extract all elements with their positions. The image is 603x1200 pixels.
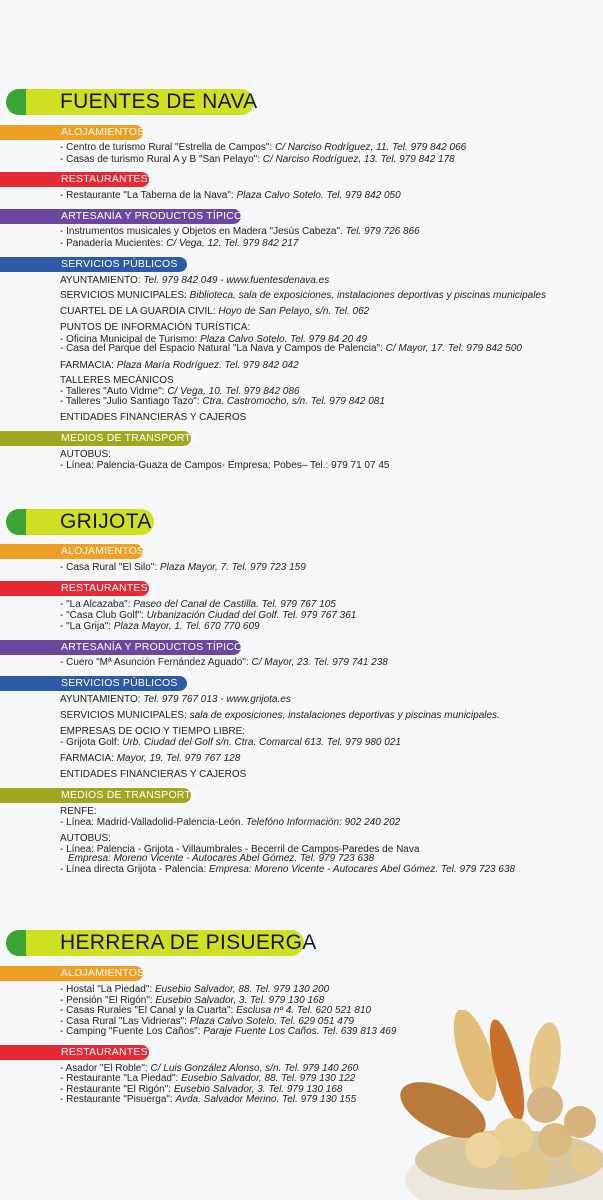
list-item: - "Casa Club Golf": Urbanización Ciudad del Golf. Tel. 979 767 361 — [60, 610, 357, 621]
list-item: - Restaurante "Pisuerga": Avda. Salvador Merino. Tel. 979 130 155 — [60, 1094, 357, 1105]
category-transporte: MEDIOS DE TRANSPORTE — [57, 431, 191, 446]
list-item: - Línea: Palencia - Grijota - Villaumbrales - Becerril de Campos-Paredes de Nava — [60, 844, 420, 855]
town-header-herrera — [6, 930, 317, 956]
list-item: - Oficina Municipal de Turismo: Plaza Calvo Sotelo. Tel. 979 84 20 49 — [60, 334, 368, 345]
category-alojamientos: ALOJAMIENTOS — [57, 544, 143, 559]
list-item: CUARTEL DE LA GUARDIA CIVIL: Hoyo de San Pelayo, s/n. Tel. 062 — [60, 306, 370, 317]
list-item: - Instrumentos musicales y Objetos en Madera "Jesús Cabeza". Tel. 979 726 866 — [60, 226, 420, 237]
list-item: - Talleres "Auto Vidme": C/ Vega, 10. Tel. 979 842 086 — [60, 386, 300, 397]
bullet-dot — [6, 509, 26, 535]
list-item: RENFE: — [60, 806, 97, 817]
bread-basket-image — [395, 1010, 603, 1200]
list-item: Empresa: Moreno Vicente - Autocares Abel Gómez. Tel. 979 723 638 — [68, 853, 375, 864]
town-title: FUENTES DE NAVA — [60, 90, 258, 113]
list-item: ENTIDADES FINANCIERAS Y CAJEROS — [60, 412, 247, 423]
town-title: HERRERA DE PISUERGA — [60, 931, 317, 954]
list-item: - Cuero "Mª Asunción Fernández Aguado": C/ Mayor, 23. Tel. 979 741 238 — [60, 657, 388, 668]
list-item: - "La Grija": Plaza Mayor, 1. Tel. 670 770 609 — [60, 621, 260, 632]
list-item: - Grijota Golf: Urb. Ciudad del Golf s/n. Ctra. Comarcal 613. Tel. 979 980 021 — [60, 737, 401, 748]
list-item: - Pensión "El Rigón": Eusebio Salvador, 3. Tel. 979 130 168 — [60, 995, 325, 1006]
bullet-dot — [6, 89, 26, 115]
list-item: PUNTOS DE INFORMACIÓN TURÍSTICA: — [60, 322, 251, 333]
category-transporte: MEDIOS DE TRANSPORTE — [57, 788, 191, 803]
list-item: FARMACIA: Plaza María Rodríguez. Tel. 979 842 042 — [60, 360, 299, 371]
list-item: TALLERES MECÁNICOS — [60, 375, 174, 386]
list-item: - Camping "Fuente Los Caños": Paraje Fuente Los Caños. Tel. 639 813 469 — [60, 1026, 397, 1037]
list-item: - Casa Rural "Las Vidrieras": Plaza Calvo Sotelo. Tel. 629 051 479 — [60, 1016, 354, 1027]
list-item: AUTOBUS: — [60, 449, 111, 460]
category-artesania: ARTESANÍA Y PRODUCTOS TÍPICOS — [57, 209, 241, 224]
list-item: - Línea: Palencia-Guaza de Campos- Empresa: Pobes– Tel.: 979 71 07 45 — [60, 460, 390, 471]
list-item: - Panadería Mucientes: C/ Vega, 12. Tel. 979 842 217 — [60, 238, 299, 249]
town-header-fuentes — [6, 89, 258, 115]
list-item: - Restaurante "El Rigón": Eusebio Salvador, 3. Tel. 979 130 168 — [60, 1084, 343, 1095]
category-servicios: SERVICIOS PÚBLICOS — [57, 257, 187, 272]
list-item: - Casa del Parque del Espacio Natural "La Nava y Campos de Palencia": C/ Mayor, 17. Tel. 979 842 500 — [60, 343, 522, 354]
category-restaurantes: RESTAURANTES — [57, 1045, 149, 1060]
town-header-grijota — [6, 509, 154, 535]
list-item: ENTIDADES FINANCIERAS Y CAJEROS — [60, 769, 247, 780]
list-item: - "La Alcazaba": Paseo del Canal de Castilla. Tel. 979 767 105 — [60, 599, 336, 610]
list-item: - Restaurante "La Piedad": Eusebio Salvador, 88. Tel. 979 130 122 — [60, 1073, 356, 1084]
bullet-dot — [6, 930, 26, 956]
list-item: SERVICIOS MUNICIPALES: Biblioteca, sala de exposiciones, instalaciones deportivas y piscinas municipales — [60, 290, 546, 301]
list-item: - Línea: Madrid-Valladolid-Palencia-León. Telefóno Información: 902 240 202 — [60, 817, 401, 828]
category-restaurantes: RESTAURANTES — [57, 172, 149, 187]
category-alojamientos: ALOJAMIENTOS — [57, 966, 143, 981]
category-servicios: SERVICIOS PÚBLICOS — [57, 676, 187, 691]
list-item: AYUNTAMIENTO: Tel. 979 767 013 - www.grijota.es — [60, 694, 291, 705]
list-item: - Centro de turismo Rural "Estrella de Campos": C/ Narciso Rodríguez, 11. Tel. 979 842 066 — [60, 142, 467, 153]
list-item: - Asador "El Roble": C/ Luis González Alonso, s/n. Tel. 979 140 260 — [60, 1063, 359, 1074]
list-item: - Línea directa Grijota - Palencia: Empresa: Moreno Vicente - Autocares Abel Gómez. Tel. 979 723 638 — [60, 864, 516, 875]
list-item: AUTOBUS: — [60, 833, 111, 844]
list-item: EMPRESAS DE OCIO Y TIEMPO LIBRE: — [60, 726, 246, 737]
list-item: - Talleres "Julio Santiago Tazo": Ctra. Castromocho, s/n. Tel. 979 842 081 — [60, 396, 385, 407]
list-item: - Casas de turismo Rural A y B "San Pelayo": C/ Narciso Rodríguez, 13. Tel. 979 842 178 — [60, 154, 455, 165]
list-item: FARMACIA: Mayor, 19. Tel. 979 767 128 — [60, 753, 241, 764]
list-item: - Restaurante "La Taberna de la Nava": Plaza Calvo Sotelo. Tel. 979 842 050 — [60, 190, 401, 201]
list-item: AYUNTAMIENTO: Tel. 979 842 049 - www.fuentesdenava.es — [60, 275, 330, 286]
list-item: - Casas Rurales "El Canal y la Cuarta": Esclusa nº 4. Tel. 620 521 810 — [60, 1005, 372, 1016]
category-artesania: ARTESANÍA Y PRODUCTOS TÍPICOS — [57, 640, 241, 655]
town-title: GRIJOTA — [60, 510, 152, 533]
category-alojamientos: ALOJAMIENTOS — [57, 125, 143, 140]
list-item: - Casa Rural "El Silo": Plaza Mayor, 7. Tel. 979 723 159 — [60, 562, 306, 573]
list-item: - Hostal "La Piedad": Eusebio Salvador, 88. Tel. 979 130 200 — [60, 984, 330, 995]
category-restaurantes: RESTAURANTES — [57, 581, 149, 596]
list-item: SERVICIOS MUNICIPALES: sala de exposiciones, instalaciones deportivas y piscinas municipales. — [60, 710, 500, 721]
